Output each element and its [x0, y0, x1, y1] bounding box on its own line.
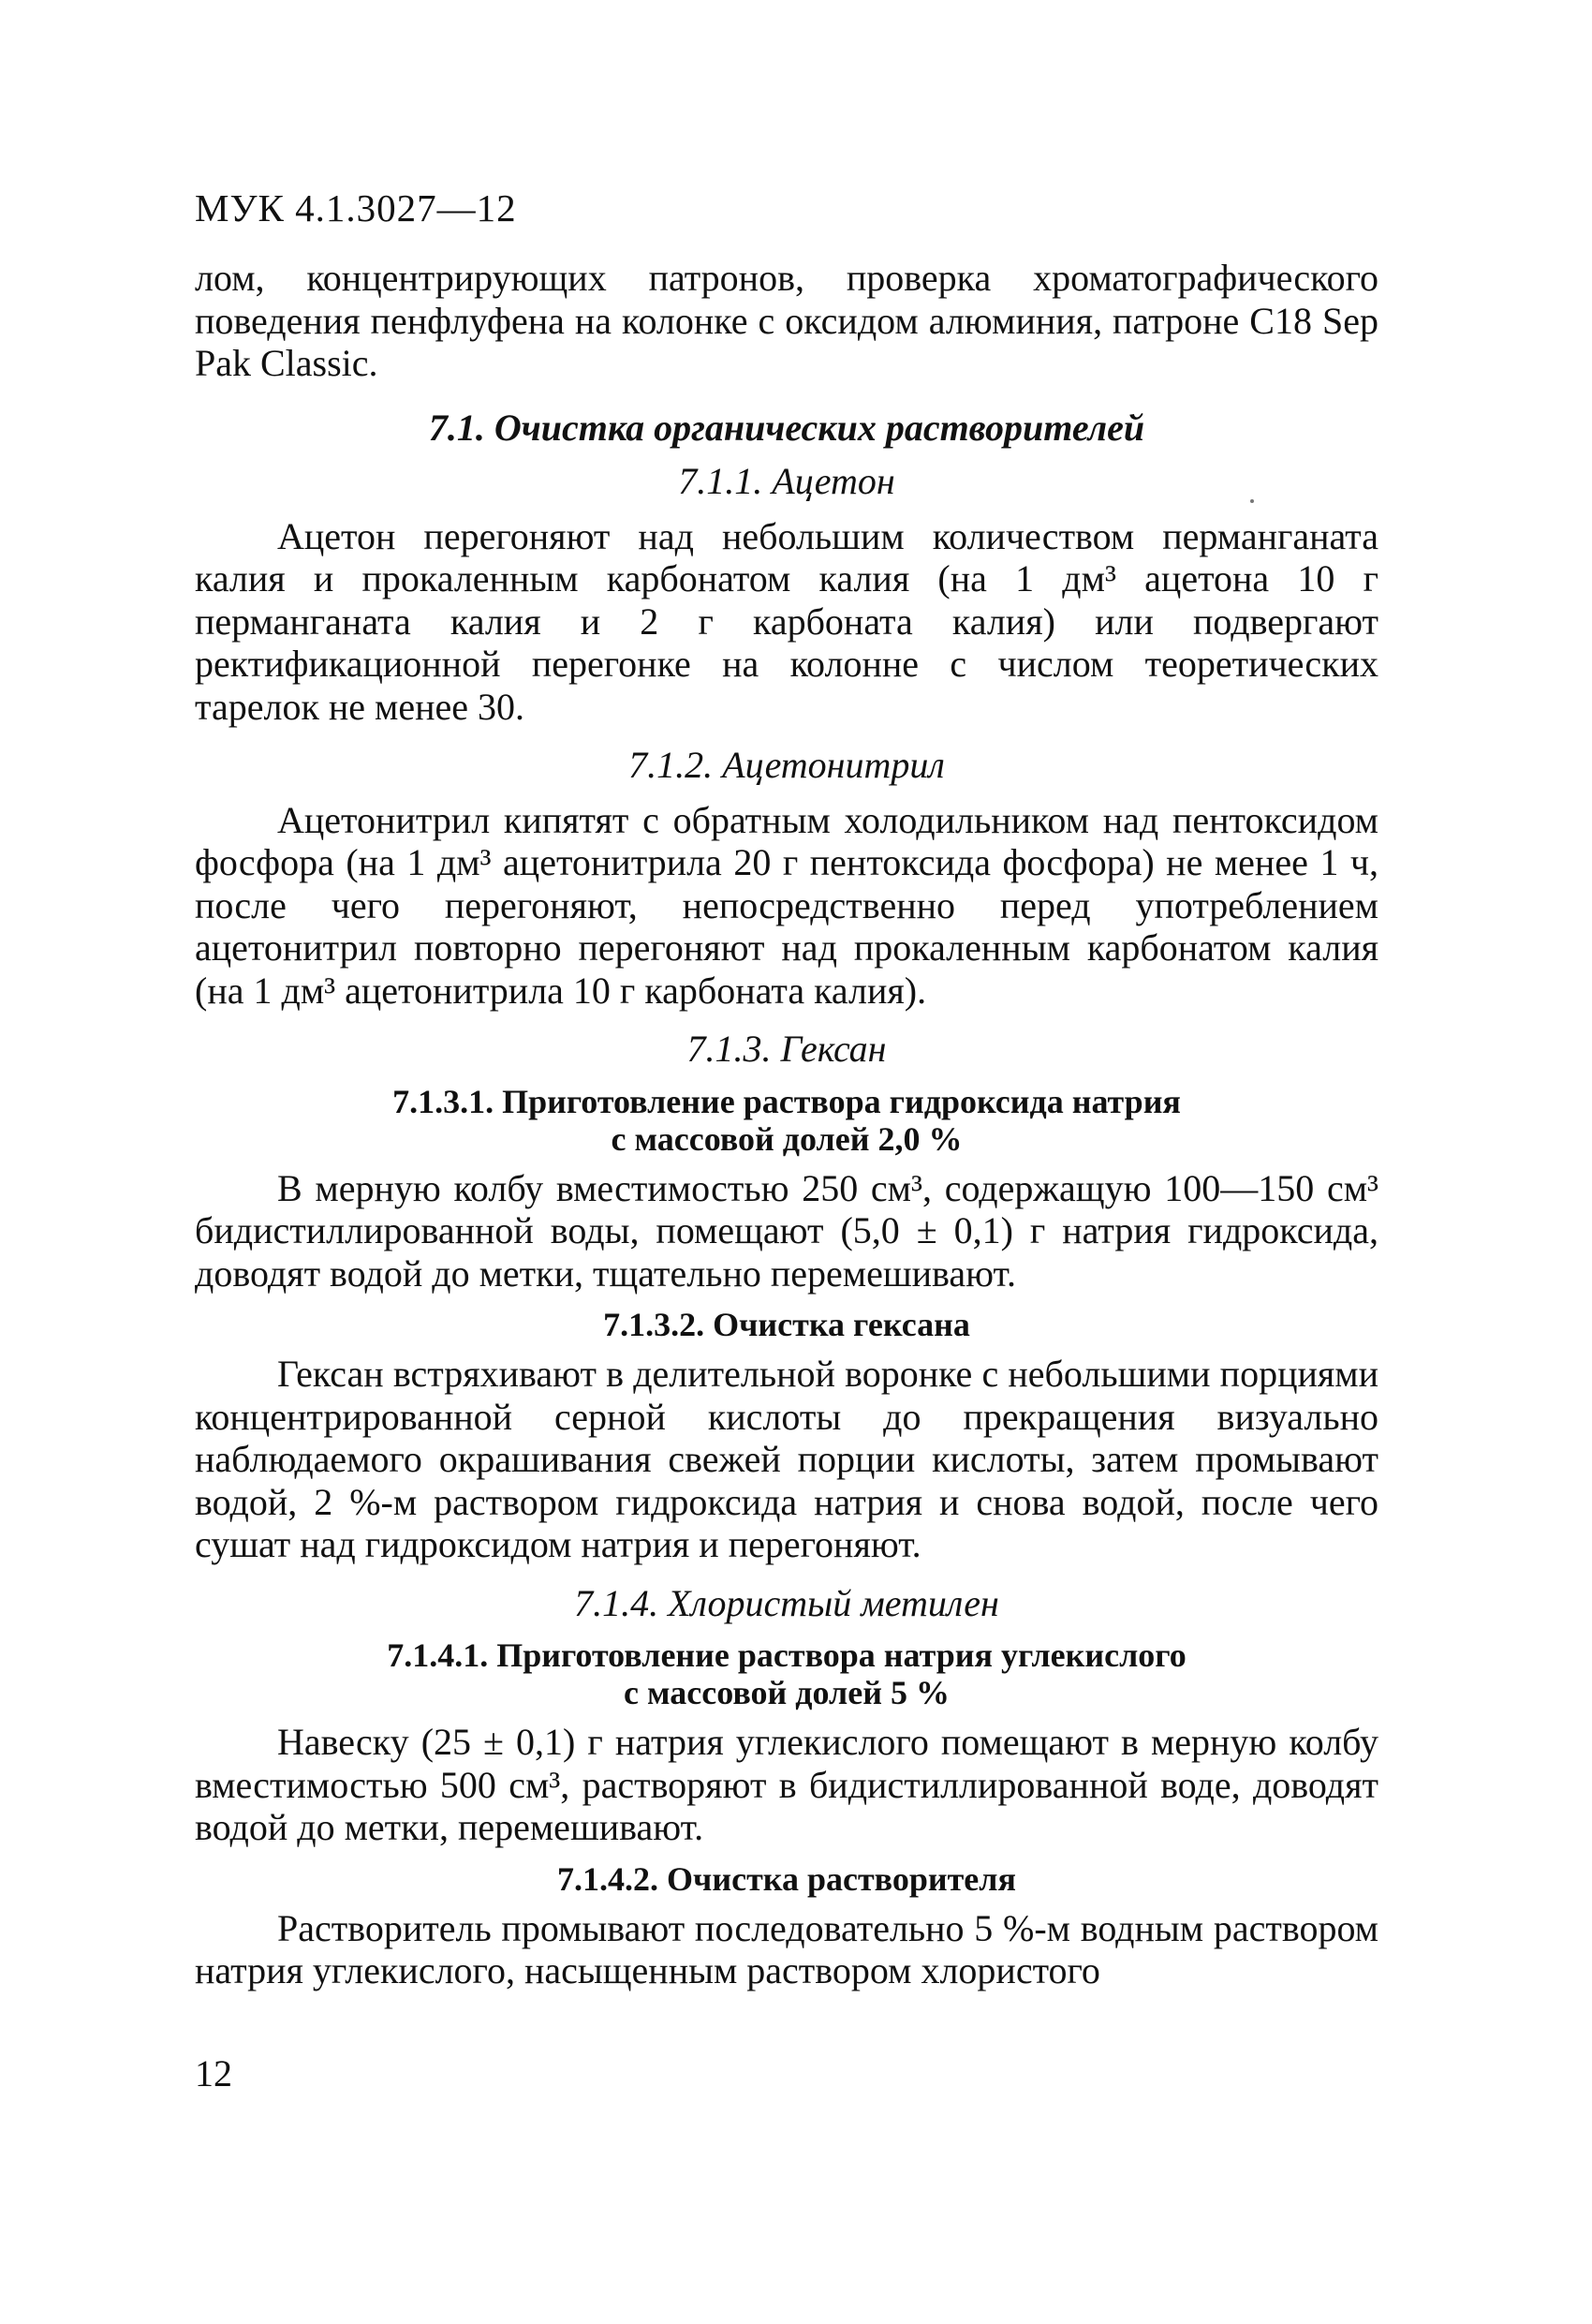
section-7-1-4-1-paragraph: Навеску (25 ± 0,1) г натрия углекислого помещают в мерную колбу вместимостью 500 см³, растворяют в бидистиллированной воде, доводят водой до метки, перемешивают.	[195, 1721, 1378, 1848]
section-7-1-2-paragraph: Ацетонитрил кипятят с обратным холодильником над пентоксидом фосфора (на 1 дм³ ацетонитрила 20 г пентоксида фосфора) не менее 1 ч, после чего перегоняют, непосредственно перед употреблением ацетонитрил повторно перегоняют над прокаленным карбонатом калия (на 1 дм³ ацетонитрила 10 г карбоната калия).	[195, 798, 1378, 1012]
section-7-1-3-1-heading	[195, 1083, 1378, 1158]
section-7-1-4-1-heading	[195, 1636, 1378, 1711]
section-7-1-4-heading: 7.1.4. Хлористый метилен	[574, 1581, 999, 1624]
intro-paragraph: лом, концентрирующих патронов, проверка хроматографического поведения пенфлуфена на колонке с оксидом алюминия, патроне С18 Sep Pak Classic.	[195, 257, 1378, 384]
section-7-1-3-heading: 7.1.3. Гексан	[686, 1028, 887, 1070]
section-7-1-4-1-heading-line2: с массовой долей 5 %	[624, 1674, 950, 1711]
scan-speck	[1250, 499, 1254, 503]
section-7-1-3-1-heading-line1: 7.1.3.1. Приготовление раствора гидроксида натрия	[392, 1082, 1181, 1120]
section-7-1-3-1-paragraph: В мерную колбу вместимостью 250 см³, содержащую 100—150 см³ бидистиллированной воды, помещают (5,0 ± 0,1) г натрия гидроксида, доводят водой до метки, тщательно перемешивают.	[195, 1166, 1378, 1295]
section-7-1-3-2-heading: 7.1.3.2. Очистка гексана	[603, 1306, 970, 1343]
page-body	[195, 257, 1378, 1992]
section-7-1-4-1-heading-line1: 7.1.4.1. Приготовление раствора натрия углекислого	[387, 1636, 1187, 1674]
section-7-1-1-heading: 7.1.1. Ацетон	[678, 460, 895, 502]
section-7-1-2-heading: 7.1.2. Ацетонитрил	[628, 744, 945, 786]
section-7-1-4-2-paragraph: Растворитель промывают последовательно 5 %-м водным раствором натрия углекислого, насыщенным раствором хлористого	[195, 1906, 1378, 1991]
page-number: 12	[195, 2052, 232, 2095]
section-7-1-4-2-heading: 7.1.4.2. Очистка растворителя	[557, 1859, 1016, 1898]
document-code-header: МУК 4.1.3027—12	[195, 186, 517, 229]
section-7-1-1-paragraph: Ацетон перегоняют над небольшим количеством перманганата калия и прокаленным карбонатом калия (на 1 дм³ ацетона 10 г перманганата калия и 2 г карбоната калия) или подвергают ректификационной перегонке на колонне с числом теоретических тарелок не менее 30.	[195, 514, 1378, 728]
section-7-1-3-2-paragraph: Гексан встряхивают в делительной воронке с небольшими порциями концентрированной серной кислоты до прекращения визуально наблюдаемого окрашивания свежей порции кислоты, затем промывают водой, 2 %-м раствором гидроксида натрия и снова водой, после чего сушат над гидроксидом натрия и перегоняют.	[195, 1353, 1378, 1565]
section-7-1-heading: 7.1. Очистка органических растворителей	[428, 406, 1145, 449]
section-7-1-3-1-heading-line2: с массовой долей 2,0 %	[611, 1119, 963, 1158]
